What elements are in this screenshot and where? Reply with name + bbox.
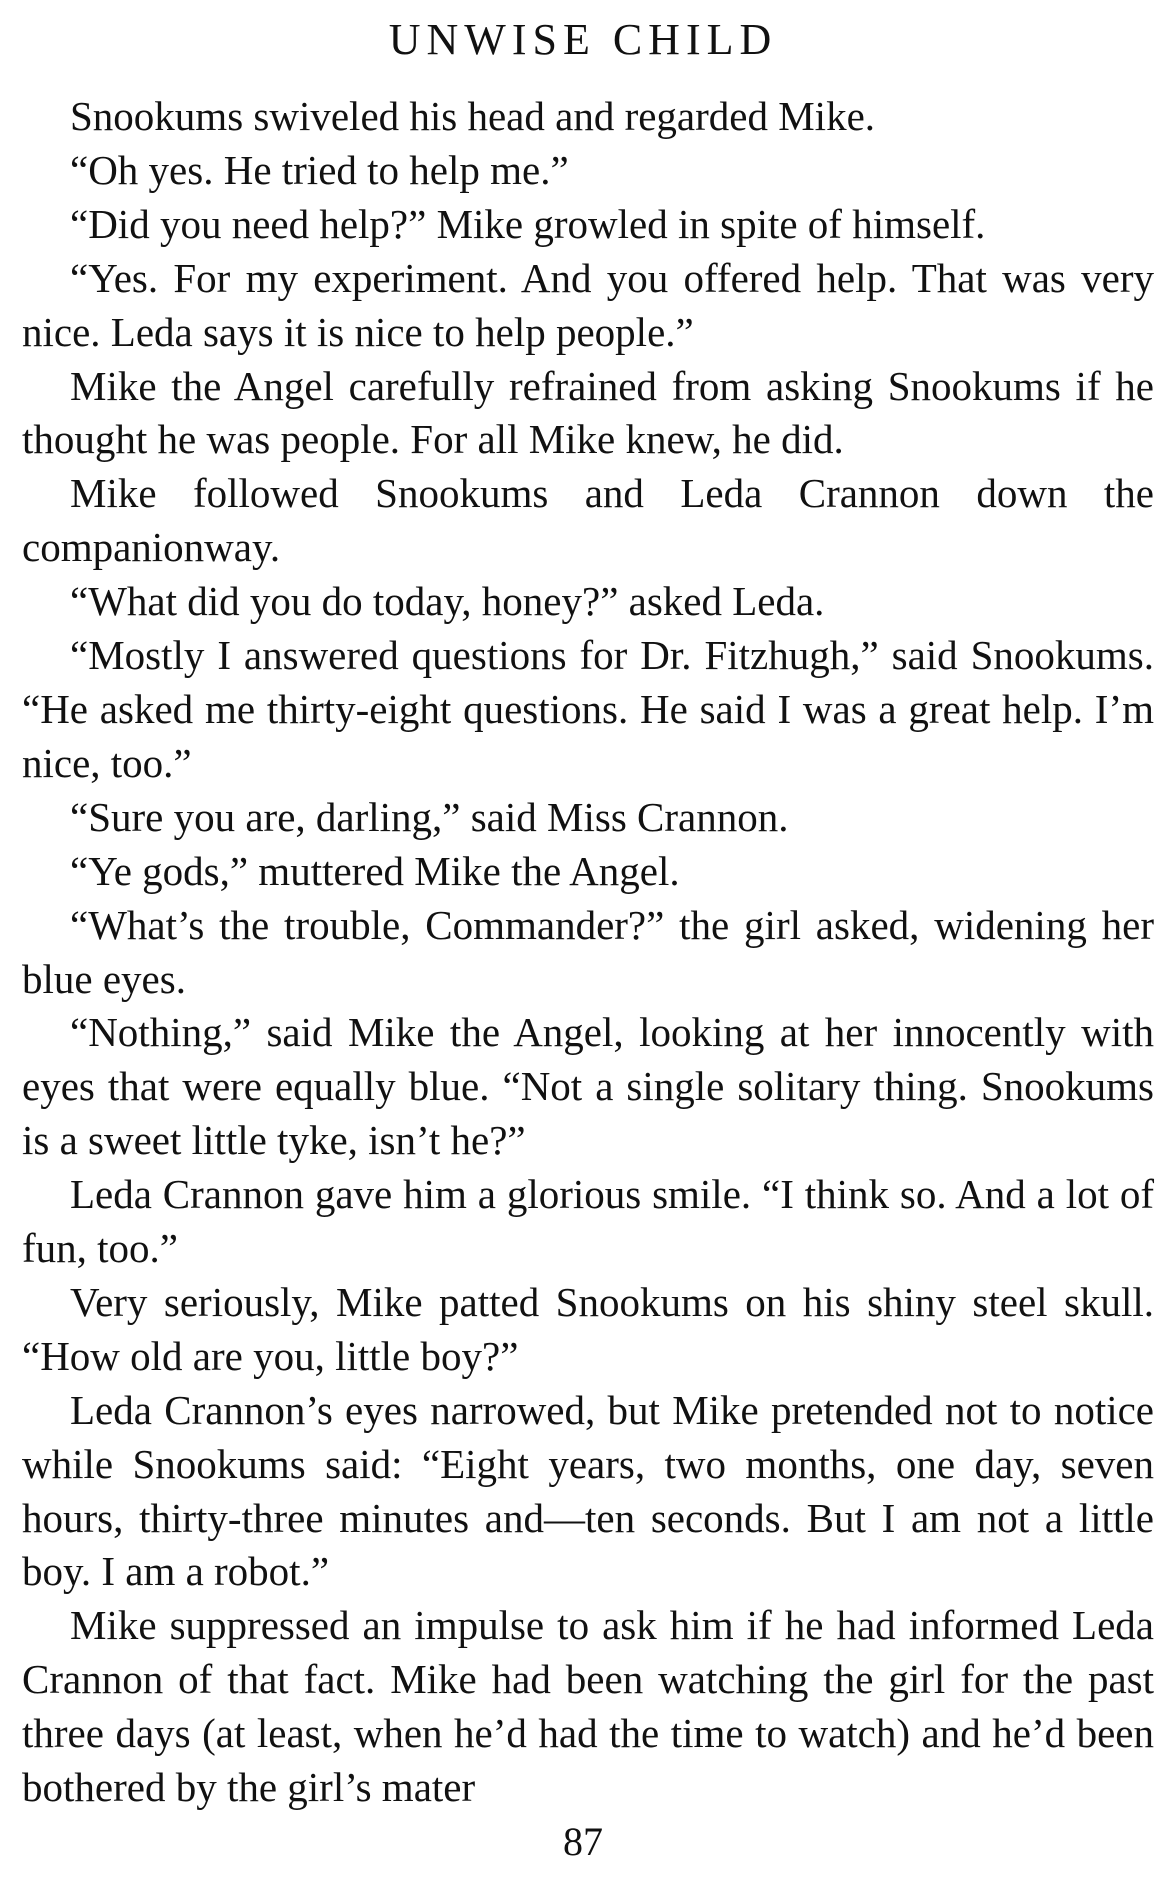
paragraph: Mike followed Snookums and Leda Crannon down the companionway. — [22, 470, 1154, 571]
running-head: UNWISE CHILD — [388, 15, 778, 64]
paragraph: “Nothing,” said Mike the Angel, looking at her innocently with eyes that were equally blue. “Not a single solitary thing. Snookums is a sweet little tyke, isn’t he?” — [22, 1009, 1154, 1164]
paragraph: “Mostly I answered questions for Dr. Fitzhugh,” said Snookums. “He asked me thirty-eight questions. He said I was a great help. I’m nice, too.” — [22, 632, 1154, 786]
paragraph: “Sure you are, darling,” said Miss Crannon. — [70, 793, 789, 840]
paragraph: “Ye gods,” muttered Mike the Angel. — [70, 847, 680, 894]
page-number: 87 — [563, 1819, 603, 1864]
paragraph: Leda Crannon’s eyes narrowed, but Mike pretended not to notice while Snookums said: “Eight years, two months, one day, seven hours, thirty-three minutes and—ten seconds. But I am not a little boy. I am a robot.” — [22, 1386, 1154, 1595]
paragraph: Mike suppressed an impulse to ask him if he had informed Leda Crannon of that fact. Mike had been watching the girl for the past three days (at least, when he’d had the time to watch) and he’d been bothered by the girl’s mater — [22, 1602, 1154, 1811]
paragraph: Mike the Angel carefully refrained from asking Snookums if he thought he was people. For all Mike knew, he did. — [22, 362, 1154, 463]
body-text — [22, 90, 1154, 1815]
paragraph: “Yes. For my experiment. And you offered help. That was very nice. Leda says it is nice to help people.” — [22, 254, 1154, 355]
paragraph: “What did you do today, honey?” asked Leda. — [70, 578, 825, 625]
paragraph: Very seriously, Mike patted Snookums on his shiny steel skull. “How old are you, little boy?” — [22, 1278, 1154, 1379]
paragraph: “What’s the trouble, Commander?” the girl asked, widening her blue eyes. — [22, 901, 1154, 1002]
paragraph: “Oh yes. He tried to help me.” — [70, 146, 569, 193]
paragraph: Snookums swiveled his head and regarded Mike. — [70, 93, 876, 139]
paragraph: Leda Crannon gave him a glorious smile. “I think so. And a lot of fun, too.” — [22, 1171, 1154, 1272]
paragraph: “Did you need help?” Mike growled in spite of himself. — [70, 200, 986, 247]
